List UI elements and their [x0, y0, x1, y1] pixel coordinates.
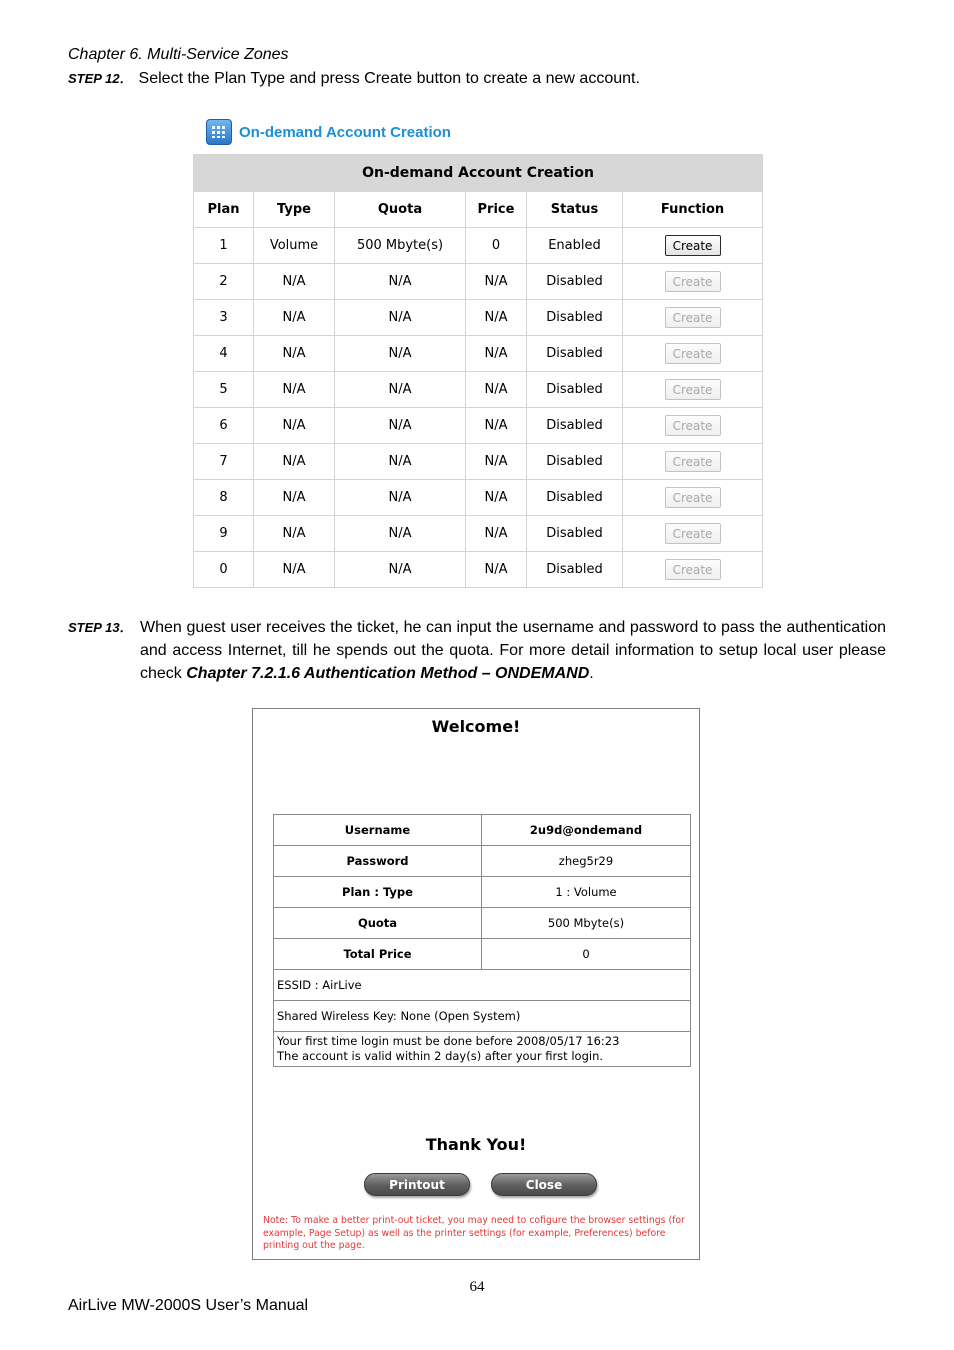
ticket-note: Note: To make a better print-out ticket, you may need to cofigure the browser settings (for example, Page Setup) as well as the printer settings (for example, Preferences) before printing out the page. — [263, 1215, 685, 1251]
cell-quota: N/A — [335, 300, 466, 336]
ticket-value: 500 Mbyte(s) — [482, 908, 691, 939]
table-banner-row — [194, 155, 763, 192]
cell-type: N/A — [254, 552, 335, 588]
create-button-plan-7: Create — [665, 451, 721, 472]
cell-price: 0 — [466, 228, 527, 264]
ticket-row-username — [274, 815, 691, 846]
column-header-function: Function — [623, 192, 763, 228]
ticket-row-wireless-key — [274, 1001, 691, 1032]
panel-heading — [206, 119, 451, 145]
cell-quota: N/A — [335, 264, 466, 300]
ticket-login-info — [274, 1032, 691, 1067]
cell-status: Enabled — [527, 228, 623, 264]
cell-quota: N/A — [335, 480, 466, 516]
step-13-text-end: . — [589, 665, 594, 682]
cell-status: Disabled — [527, 480, 623, 516]
cell-plan: 5 — [194, 372, 254, 408]
create-button-plan-0: Create — [665, 559, 721, 580]
table-row — [194, 300, 763, 336]
ticket-login-line-1: Your first time login must be done before 2008/05/17 16:23 — [277, 1034, 620, 1048]
cell-status: Disabled — [527, 444, 623, 480]
cell-function — [623, 336, 763, 372]
ticket-row-login-info — [274, 1032, 691, 1067]
page-number: 64 — [469, 1279, 485, 1295]
table-row — [194, 444, 763, 480]
column-header-quota: Quota — [335, 192, 466, 228]
footer-manual-title: AirLive MW-2000S User’s Manual — [68, 1297, 309, 1314]
step-12-text: Select the Plan Type and press Create button to create a new account. — [138, 70, 640, 87]
panel-title: On-demand Account Creation — [239, 123, 451, 141]
table-title: On-demand Account Creation — [194, 155, 763, 192]
ticket-row-total-price — [274, 939, 691, 970]
plan-table — [193, 154, 763, 588]
cell-quota: N/A — [335, 408, 466, 444]
column-header-price: Price — [466, 192, 527, 228]
cell-plan: 8 — [194, 480, 254, 516]
ticket-row-essid — [274, 970, 691, 1001]
cell-function — [623, 552, 763, 588]
create-button-plan-8: Create — [665, 487, 721, 508]
cell-price: N/A — [466, 552, 527, 588]
ticket-welcome: Welcome! — [431, 717, 521, 736]
cell-price: N/A — [466, 300, 527, 336]
table-row — [194, 516, 763, 552]
ticket-key: Quota — [274, 908, 482, 939]
cell-function — [623, 480, 763, 516]
ticket-row-password — [274, 846, 691, 877]
cell-price: N/A — [466, 336, 527, 372]
table-row — [194, 408, 763, 444]
cell-type: N/A — [254, 516, 335, 552]
cell-quota: N/A — [335, 444, 466, 480]
grid-icon — [206, 119, 232, 145]
ticket-value: 2u9d@ondemand — [482, 815, 691, 846]
printout-button[interactable]: Printout — [364, 1173, 470, 1196]
create-button-plan-9: Create — [665, 523, 721, 544]
cell-status: Disabled — [527, 264, 623, 300]
chapter-reference: Chapter 7.2.1.6 Authentication Method – ONDEMAND — [186, 665, 590, 682]
cell-quota: N/A — [335, 336, 466, 372]
cell-type: N/A — [254, 480, 335, 516]
cell-status: Disabled — [527, 300, 623, 336]
ticket-row-quota — [274, 908, 691, 939]
table-row — [194, 264, 763, 300]
column-header-type: Type — [254, 192, 335, 228]
cell-quota: N/A — [335, 372, 466, 408]
cell-function — [623, 228, 763, 264]
ticket-thanks: Thank You! — [425, 1135, 527, 1154]
cell-type: N/A — [254, 264, 335, 300]
ticket-value: 1 : Volume — [482, 877, 691, 908]
cell-price: N/A — [466, 516, 527, 552]
cell-function — [623, 264, 763, 300]
create-button-plan-6: Create — [665, 415, 721, 436]
column-header-plan: Plan — [194, 192, 254, 228]
cell-quota: N/A — [335, 516, 466, 552]
ticket-value: 0 — [482, 939, 691, 970]
table-header-row — [194, 192, 763, 228]
table-row — [194, 228, 763, 264]
cell-price: N/A — [466, 408, 527, 444]
cell-plan: 7 — [194, 444, 254, 480]
chapter-header: Chapter 6. Multi-Service Zones — [68, 46, 289, 63]
cell-status: Disabled — [527, 336, 623, 372]
cell-quota: N/A — [335, 552, 466, 588]
create-button-plan-4: Create — [665, 343, 721, 364]
cell-function — [623, 408, 763, 444]
step-13-text — [140, 616, 886, 685]
cell-plan: 6 — [194, 408, 254, 444]
create-button-plan-2: Create — [665, 271, 721, 292]
step-13 — [68, 616, 886, 685]
ticket-key: Username — [274, 815, 482, 846]
table-row — [194, 372, 763, 408]
cell-type: Volume — [254, 228, 335, 264]
cell-plan: 1 — [194, 228, 254, 264]
table-row — [194, 480, 763, 516]
cell-plan: 0 — [194, 552, 254, 588]
create-button-plan-3: Create — [665, 307, 721, 328]
cell-price: N/A — [466, 264, 527, 300]
cell-type: N/A — [254, 444, 335, 480]
cell-function — [623, 444, 763, 480]
step-13-label: STEP 13． — [68, 620, 133, 635]
cell-quota: 500 Mbyte(s) — [335, 228, 466, 264]
ticket-key: Total Price — [274, 939, 482, 970]
ticket-value: zheg5r29 — [482, 846, 691, 877]
create-button-plan-5: Create — [665, 379, 721, 400]
step-13-text-main: When guest user receives the ticket, he can input the username and password to pass the authentication and access Internet, till he spends out the quota. For more detail information to setup local user please check — [140, 619, 886, 682]
cell-status: Disabled — [527, 372, 623, 408]
cell-type: N/A — [254, 336, 335, 372]
cell-plan: 3 — [194, 300, 254, 336]
ticket-login-line-2: The account is valid within 2 day(s) after your first login. — [277, 1049, 604, 1063]
cell-plan: 2 — [194, 264, 254, 300]
cell-status: Disabled — [527, 516, 623, 552]
ticket-row-plan-type — [274, 877, 691, 908]
ticket-essid: ESSID : AirLive — [274, 970, 691, 1001]
cell-type: N/A — [254, 300, 335, 336]
cell-price: N/A — [466, 372, 527, 408]
cell-price: N/A — [466, 480, 527, 516]
table-row — [194, 552, 763, 588]
step-12-label: STEP 12． — [68, 71, 133, 86]
create-button-plan-1[interactable]: Create — [665, 235, 721, 256]
cell-type: N/A — [254, 372, 335, 408]
column-header-status: Status — [527, 192, 623, 228]
ticket — [252, 708, 700, 1260]
close-button[interactable]: Close — [491, 1173, 597, 1196]
ticket-key: Password — [274, 846, 482, 877]
table-row — [194, 336, 763, 372]
cell-function — [623, 372, 763, 408]
ticket-key: Plan : Type — [274, 877, 482, 908]
cell-status: Disabled — [527, 408, 623, 444]
cell-status: Disabled — [527, 552, 623, 588]
cell-type: N/A — [254, 408, 335, 444]
cell-price: N/A — [466, 444, 527, 480]
step-12 — [68, 68, 888, 88]
ticket-wireless-key: Shared Wireless Key: None (Open System) — [274, 1001, 691, 1032]
plan-rows — [194, 228, 763, 588]
cell-function — [623, 516, 763, 552]
cell-plan: 4 — [194, 336, 254, 372]
cell-function — [623, 300, 763, 336]
ticket-table — [273, 814, 691, 1067]
cell-plan: 9 — [194, 516, 254, 552]
